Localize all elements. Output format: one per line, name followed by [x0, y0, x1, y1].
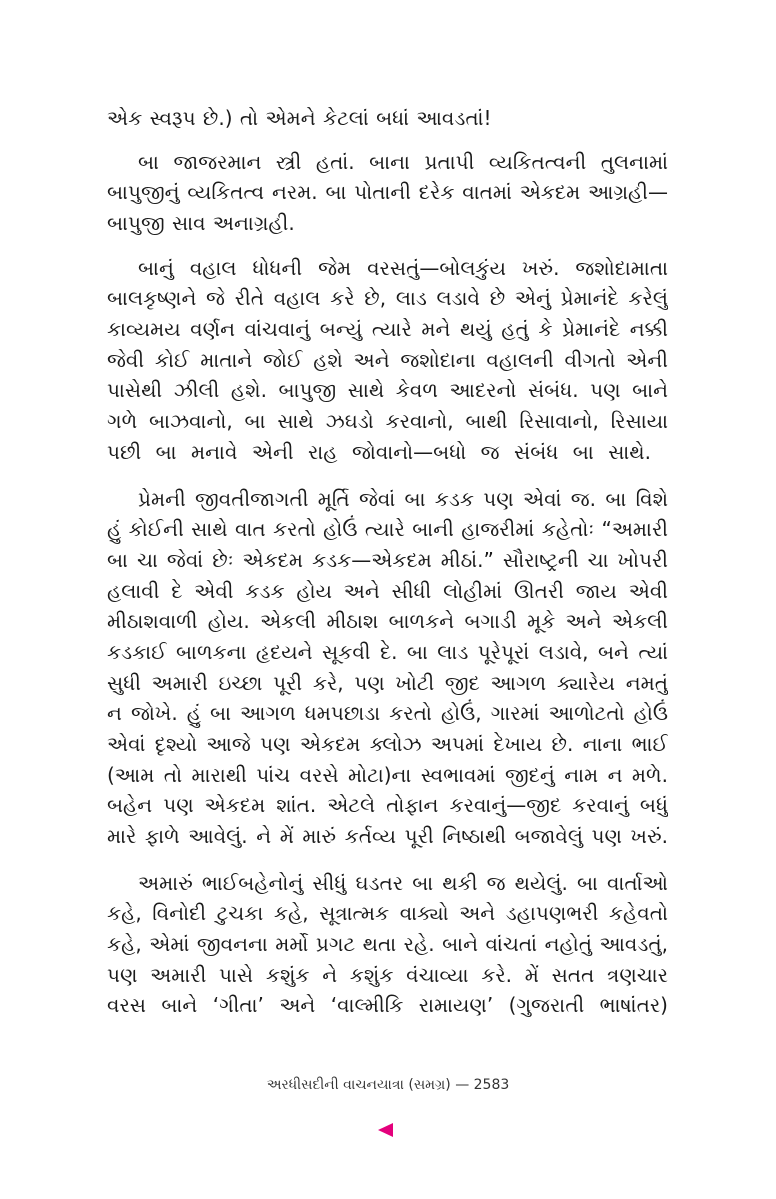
footer-separator: —	[455, 1077, 470, 1093]
text-line: જેવી કોઈ માતાને જોઈ હશે અને જશોદાના વહાલની વીગતો એની	[107, 347, 668, 372]
text-line: મીઠાશવાળી હોય. એકલી મીઠાશ બાળકને બગાડી મૂકે અને એકલી	[107, 609, 668, 634]
page-number: 2583	[473, 1077, 510, 1093]
text-line: બાપુજીનું વ્યકિતત્વ નરમ. બા પોતાની દરેક વાતમાં એકદમ આગ્રહી—	[107, 180, 668, 205]
text-line: બાનું વહાલ ધોધની જેમ વરસતું—બોલકુંય ખરું. જશોદામાતા	[138, 255, 668, 280]
text-line: એક સ્વરૂપ છે.) તો એમને કેટલાં બધાં આવડતાં!	[107, 105, 492, 130]
paragraph	[107, 484, 668, 852]
running-footer	[0, 1075, 776, 1095]
text-line: બહેન પણ એકદમ શાંત. એટલે તોફાન કરવાનું—જીદ કરવાનું બધું	[107, 793, 668, 818]
text-line: બાપુજી સાવ અનાગ્રહી.	[107, 210, 295, 235]
text-line: કહે, વિનોદી ટુચકા કહે, સૂત્રાત્મક વાક્યો અને ડહાપણભરી કહેવતો	[107, 901, 668, 926]
book-title: અરધીસદીની વાચનયાત્રા (સમગ્ર)	[266, 1077, 451, 1093]
text-line: (આમ તો મારાથી પાંચ વરસે મોટા)ના સ્વભાવમાં જીદનું નામ ન મળે.	[107, 762, 668, 787]
text-line: સુધી અમારી ઇચ્છા પૂરી કરે, પણ ખોટી જીદ આગળ ક્યારેય નમતું	[107, 670, 668, 695]
paragraph	[107, 253, 668, 468]
text-line: અમારું ભાઈબહેનોનું સીધું ઘડતર બા થકી જ થયેલું. બા વાર્તાઓ	[138, 870, 668, 895]
text-line: બાલકૃષ્ણને જે રીતે વહાલ કરે છે, લાડ લડાવે છે એનું પ્રેમાનંદે કરેલું	[107, 286, 668, 311]
text-line: પણ અમારી પાસે કશુંક ને કશુંક વંચાવ્યા કરે. મેં સતત ત્રણચાર	[107, 962, 668, 987]
text-line: મારે ફાળે આવેલું. ને મેં મારું કર્તવ્ય પૂરી નિષ્ઠાથી બજાવેલું પણ ખરું.	[107, 824, 668, 849]
text-line: પાસેથી ઝીલી હશે. બાપુજી સાથે કેવળ આદરનો સંબંધ. પણ બાને	[107, 378, 668, 403]
paragraph	[107, 147, 668, 239]
text-line: હલાવી દે એવી કડક હોય અને સીધી લોહીમાં ઊતરી જાય એવી	[107, 578, 668, 603]
text-line: હું કોઈની સાથે વાત કરતો હોઉં ત્યારે બાની હાજરીમાં કહેતોઃ “અમારી	[107, 517, 668, 542]
text-line: ન જોખે. હું બા આગળ ધમપછાડા કરતો હોઉં, ગારમાં આળોટતો હોઉં	[107, 701, 668, 726]
text-line: ગળે બાઝવાનો, બા સાથે ઝઘડો કરવાનો, બાથી રિસાવાનો, રિસાયા	[107, 408, 668, 433]
text-line: કડકાઈ બાળકના હૃદયને સૂકવી દે. બા લાડ પૂરેપૂરાં લડાવે, બને ત્યાં	[107, 639, 668, 664]
text-line: વરસ બાને ‘ગીતા’ અને ‘વાલ્મીકિ રામાયણ’ (ગુજરાતી ભાષાંતર)	[107, 993, 668, 1018]
paragraph	[107, 868, 668, 1021]
text-line: એવાં દૃશ્યો આજે પણ એકદમ ક્લોઝ અપમાં દેખાય છે. નાના ભાઈ	[107, 732, 668, 756]
text-line: પ્રેમની જીવતીજાગતી મૂર્તિ જેવાં બા કડક પણ એવાં જ. બા વિશે	[138, 486, 668, 511]
text-line: કહે, એમાં જીવનના મર્મો પ્રગટ થતા રહે. બાને વાંચતાં નહોતું આવડતું,	[107, 931, 668, 956]
text-line: બા ચા જેવાં છેઃ એકદમ કડક—એકદમ મીઠાં.” સૌરાષ્ટ્રની ચા ખોપરી	[107, 547, 668, 572]
text-line: કાવ્યમય વર્ણન વાંચવાનું બન્યું ત્યારે મને થયું હતું કે પ્રેમાનંદે નક્કી	[107, 316, 668, 341]
text-line: પછી બા મનાવે એની રાહ જોવાનો—બધો જ સંબંધ બા સાથે.	[107, 439, 651, 464]
paragraph	[107, 103, 668, 134]
text-line: બા જાજરમાન સ્ત્રી હતાં. બાના પ્રતાપી વ્યકિતત્વની તુલનામાં	[138, 149, 668, 174]
prev-page-arrow-icon[interactable]	[378, 1123, 393, 1137]
